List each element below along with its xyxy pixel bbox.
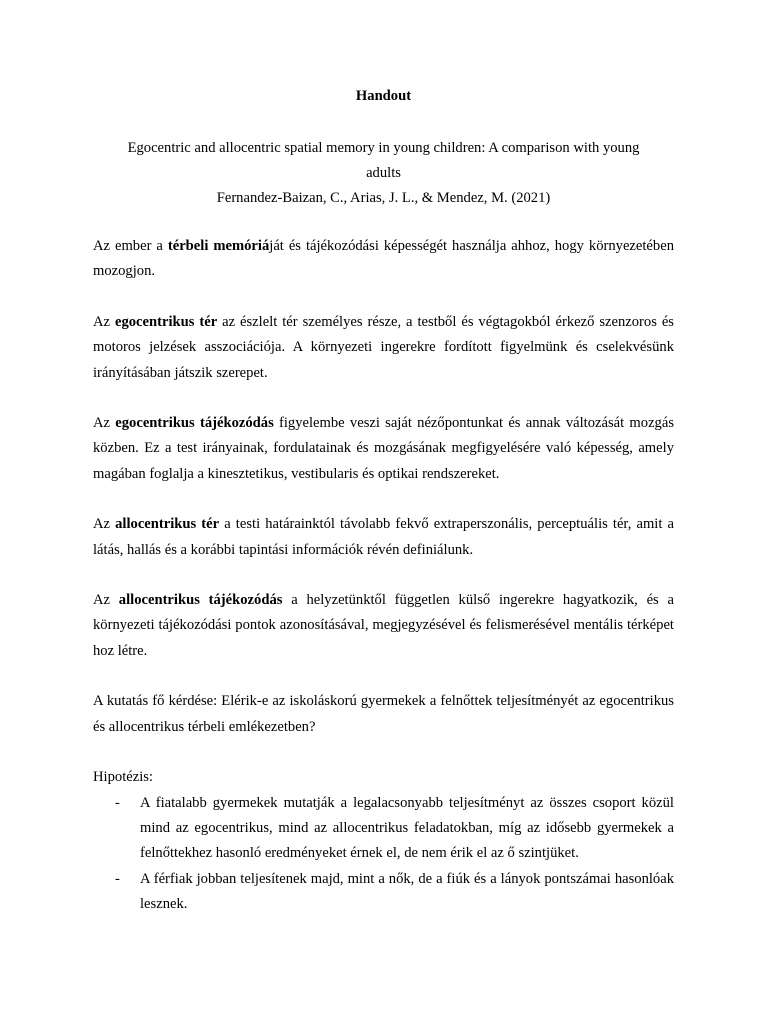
- text: Az: [93, 415, 116, 432]
- citation: Fernandez-Baizan, C., Arias, J. L., & Mendez, M. (2021): [216, 190, 551, 206]
- term-egocentric-orientation: egocentrikus tájékozódás: [115, 415, 274, 432]
- list-dash: -: [115, 794, 120, 811]
- text: a testi határainktól távolabb fekvő extraperszonális, perceptuális tér, amit a látás, hallás és a korábbi tapintási információk révén definiálunk.: [93, 516, 674, 558]
- hypothesis-label: Hipotézis:: [93, 769, 153, 786]
- spacer: [93, 740, 674, 765]
- list-item-text: A fiatalabb gyermekek mutatják a legalacsonyabb teljesítményt az összes csoport közül mind az egocentrikus, mind az allocentrikus feladatokban, míg az idősebb gyermekek a felnőttekhez hasonló eredményeket érnek el, de nem érik el az ő szintjüket.: [140, 794, 674, 862]
- paragraph-spatial-memory: [93, 234, 674, 285]
- list-item-text: A férfiak jobban teljesítenek majd, mint a nők, de a fiúk és a lányok pontszámai hasonlóak lesznek.: [140, 870, 674, 913]
- text: Az ember a: [93, 238, 168, 254]
- spacer: [93, 285, 674, 310]
- list-dash: -: [115, 870, 120, 887]
- term-allocentric-orientation: allocentrikus tájékozódás: [118, 592, 283, 609]
- paragraph-egocentric-orientation: [93, 411, 674, 487]
- text: az észlelt tér személyes része, a testből és végtagokból érkező szenzoros és motoros jelzések asszociációja. A környezeti ingerekre fordított figyelmünk és cselekvésünk irányításában játszik szerepet.: [93, 313, 674, 381]
- paragraph-allocentric-orientation: [93, 588, 674, 664]
- paragraph-egocentric-space: [93, 310, 674, 386]
- text: Az: [93, 516, 116, 533]
- hypothesis-list: [93, 791, 674, 918]
- text: figyelembe veszi saját nézőpontunkat és annak változását mozgás közben. Ez a test irányainak, fordulatainak és mozgásának megfigyelésére való képesség, amely magában foglalja a kinesztetikus, vestibularis és optikai rendszereket.: [93, 415, 675, 482]
- spacer: [93, 211, 674, 234]
- list-item: [93, 867, 674, 918]
- paragraph-allocentric-space: [93, 512, 674, 563]
- list-item: [93, 791, 674, 867]
- spacer: [93, 386, 674, 411]
- document-content: [93, 86, 674, 918]
- spacer: [93, 664, 674, 689]
- term-allocentric-space: allocentrikus tér: [115, 516, 220, 533]
- term-spatial-memory: térbeli memóriá: [167, 238, 270, 254]
- text: ját és tájékozódási képességét használja ahhoz, hogy környezetében mozogjon.: [93, 238, 674, 280]
- text: a helyzetünktől független külső ingerekre hagyatkozik, és a környezeti tájékozódási pontok azonosításával, megjegyzésével és felismerésével mentális térképet hoz létre.: [93, 592, 674, 659]
- text: Az: [93, 313, 115, 330]
- spacer: [93, 563, 674, 588]
- paper-title-line2: adults: [366, 165, 401, 181]
- paper-title-line1: Egocentric and allocentric spatial memory in young children: A comparison with young: [127, 140, 640, 156]
- term-egocentric-space: egocentrikus tér: [114, 313, 218, 330]
- paragraph-research-question: A kutatás fő kérdése: Elérik-e az iskoláskorú gyermekek a felnőttek teljesítményét az egocentrikus és allocentrikus térbeli emlékezetben?: [93, 693, 674, 735]
- spacer: [93, 487, 674, 512]
- handout-title: Handout: [355, 88, 412, 104]
- text: Az: [93, 592, 119, 609]
